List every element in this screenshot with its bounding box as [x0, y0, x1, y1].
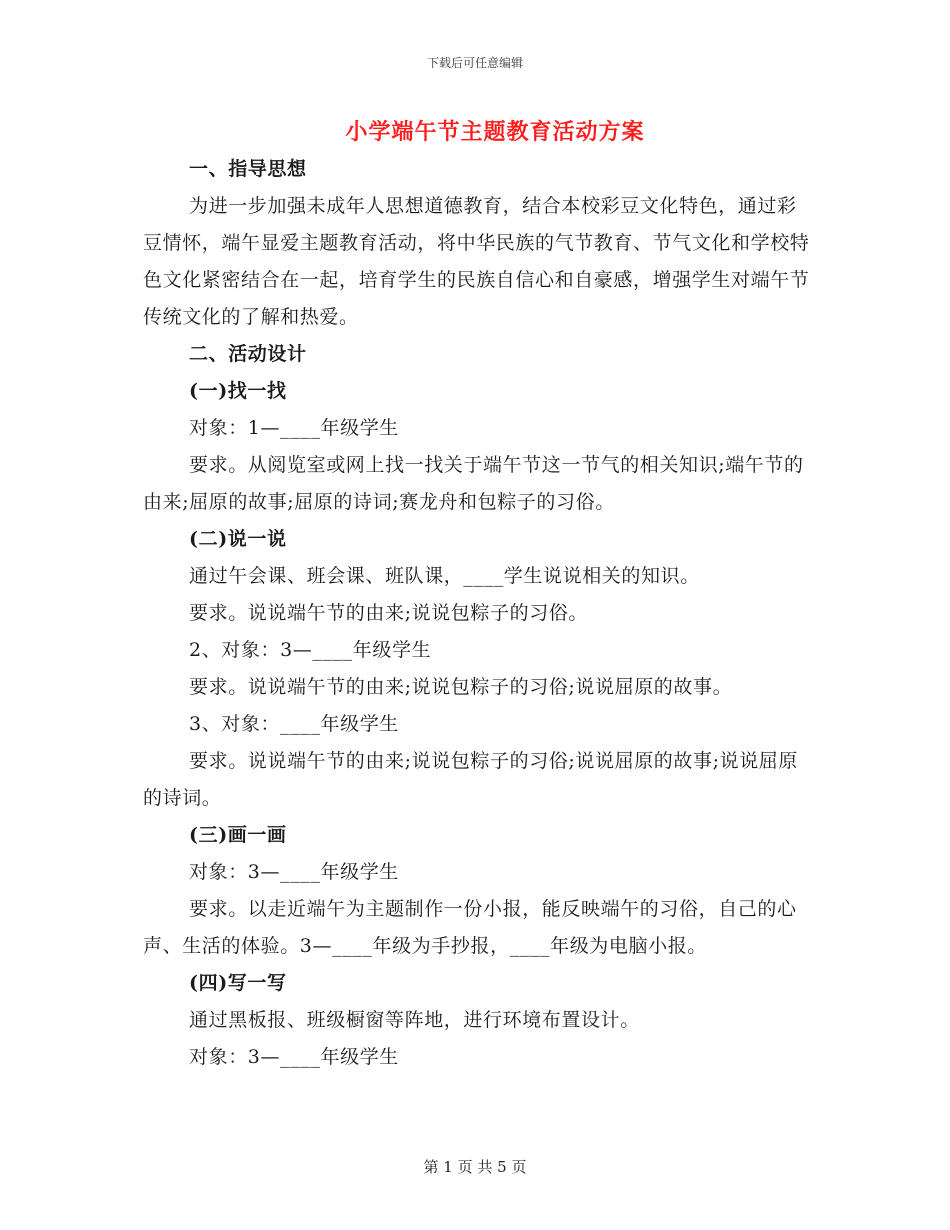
subsection-heading: (三)画一画	[189, 824, 287, 846]
paragraph: 要求。说说端午节的由来;说说包粽子的习俗;说说屈原的故事;说说屈原的诗词。	[143, 750, 799, 809]
subsection-heading: (一)找一找	[189, 380, 287, 402]
paragraph: 对象：3—____年级学生	[189, 861, 399, 883]
paragraph: 要求。从阅览室或网上找一找关于端午节这一节气的相关知识;端午节的由来;屈原的故事;屈原的诗词;赛龙舟和包粽子的习俗。	[143, 454, 804, 513]
paragraph: 通过黑板报、班级橱窗等阵地，进行环境布置设计。	[189, 1009, 640, 1031]
page-footer: 第 1 页 共 5 页	[423, 1158, 527, 1176]
section-heading: 二、活动设计	[189, 343, 307, 365]
paragraph: 通过午会课、班会课、班队课，____学生说说相关的知识。	[189, 565, 700, 587]
document-body	[143, 151, 815, 1076]
paragraph: 2、对象：3—____年级学生	[189, 639, 432, 661]
paragraph: 对象：3—____年级学生	[189, 1046, 399, 1068]
subsection-heading: (四)写一写	[189, 972, 287, 994]
paragraph: 要求。说说端午节的由来;说说包粽子的习俗;说说屈原的故事。	[189, 676, 733, 698]
header-note: 下载后可任意编辑	[426, 56, 523, 70]
paragraph: 对象：1—____年级学生	[189, 417, 399, 439]
paragraph: 为进一步加强未成年人思想道德教育，结合本校彩豆文化特色，通过彩豆情怀，端午显爱主题教育活动，将中华民族的气节教育、节气文化和学校特色文化紧密结合在一起，培育学生的民族自信心和自豪感，增强学生对端午节传统文化的了解和热爱。	[143, 195, 810, 328]
paragraph: 要求。以走近端午为主题制作一份小报，能反映端午的习俗，自己的心声、生活的体验。3—____年级为手抄报，____年级为电脑小报。	[143, 898, 797, 957]
subsection-heading: (二)说一说	[189, 528, 287, 550]
section-heading: 一、指导思想	[189, 158, 307, 180]
paragraph: 3、对象：____年级学生	[189, 713, 399, 735]
document-title: 小学端午节主题教育活动方案	[345, 119, 645, 145]
paragraph: 要求。说说端午节的由来;说说包粽子的习俗。	[189, 602, 589, 624]
